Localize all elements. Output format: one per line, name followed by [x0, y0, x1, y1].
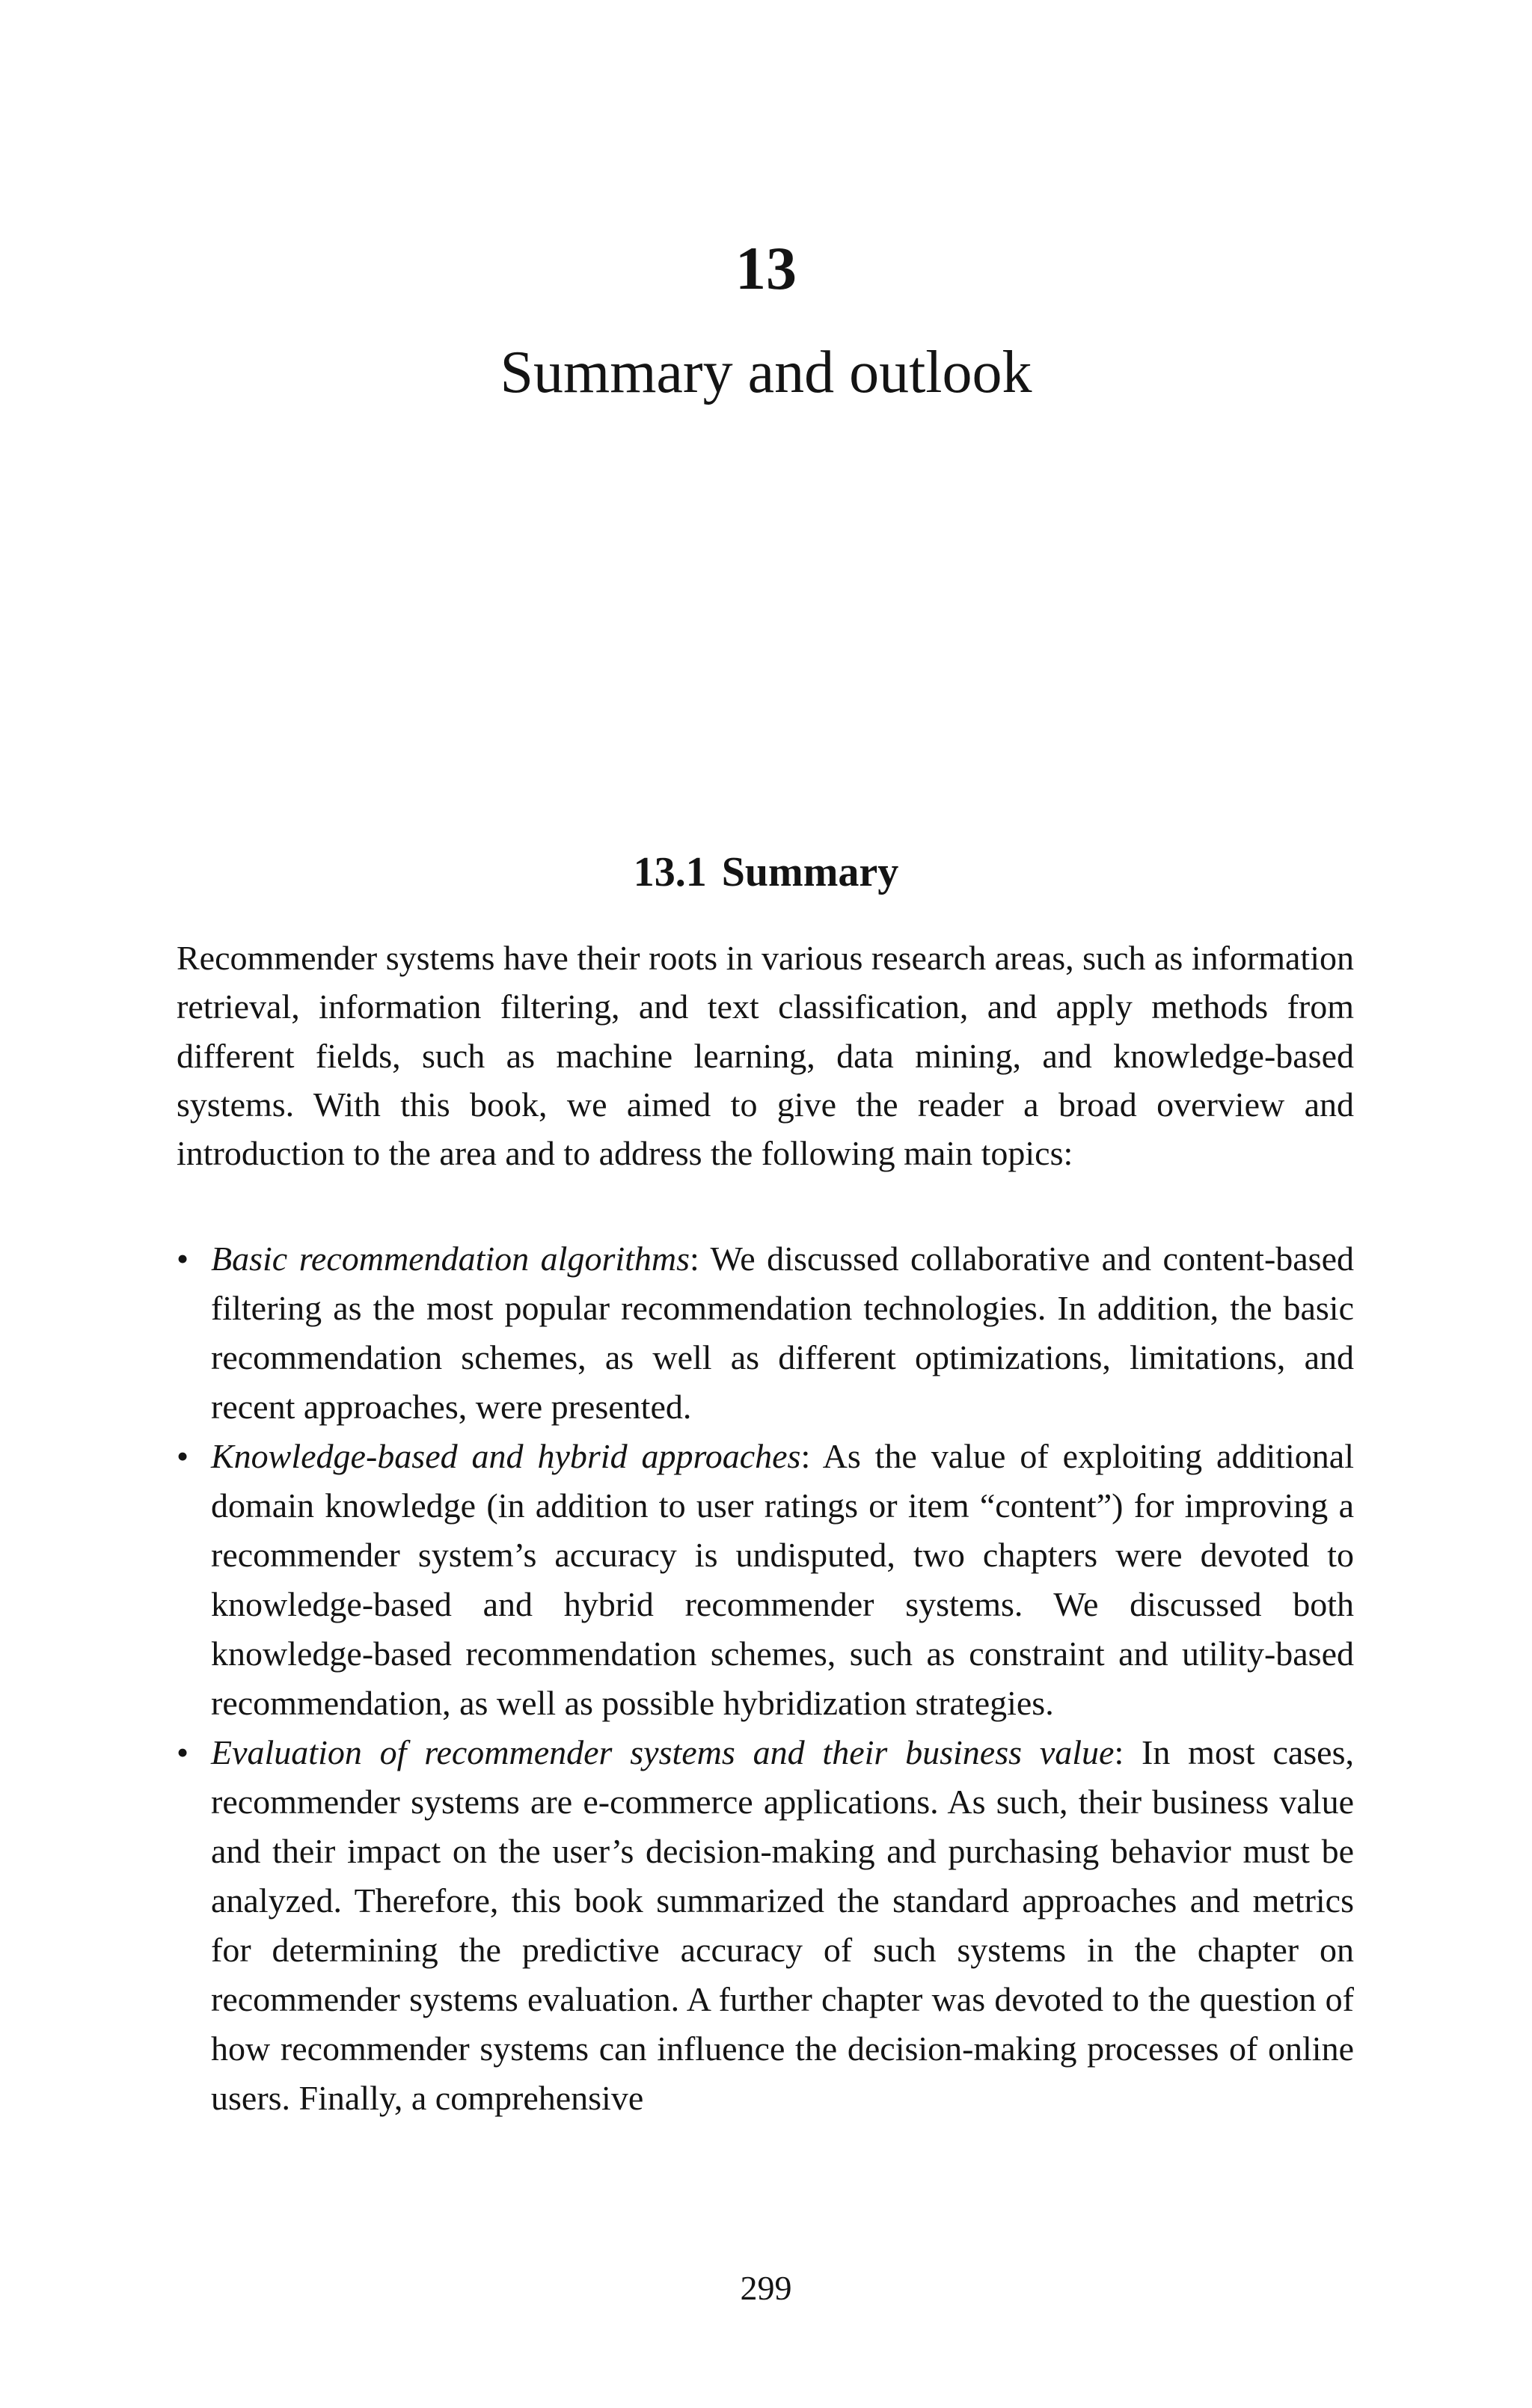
bullet-icon: • — [177, 1240, 189, 1278]
bullet-term: Knowledge-based and hybrid approaches — [211, 1437, 801, 1475]
intro-paragraph: Recommender systems have their roots in various research areas, such as information retrieval, information filtering, and text classification, and apply methods from different fields, such as machine learning, data mining, and knowledge-based systems. With this book, we aimed to give the reader a broad overview and introduction to the area and to address the following main topics: — [177, 939, 1354, 1173]
bullet-text: : We discussed collaborative and content-based filtering as the most popular recommendation technologies. In addition, the basic recommendation schemes, as well as different optimizations, limitations, and recent approaches, were presented. — [211, 1240, 1355, 1426]
bullet-text: : As the value of exploiting additional domain knowledge (in addition to user ratings or item “content”) for improving a recommender system’s accuracy is undisputed, two chapters were devoted to knowledge-based and hybrid recommender systems. We discussed both knowledge-based recommendation schemes, such as constraint and utility-based recommendation, as well as possible hybridization strategies. — [211, 1437, 1354, 1722]
bullet-term: Basic recommendation algorithms — [211, 1240, 690, 1278]
section-heading: 13.1 Summary — [633, 849, 899, 895]
list-item — [177, 1234, 1354, 1432]
bullet-icon: • — [177, 1437, 189, 1475]
bullet-text: : In most cases, recommender systems are e-commerce applications. As such, their business value and their impact on the user’s decision-making and purchasing behavior must be analyzed. Therefore, this book summarized the standard approaches and metrics for determining the predictive accuracy of such systems in the chapter on recommender systems evaluation. A further chapter was devoted to the question of how recommender systems can influence the decision-making processes of online users. Finally, a comprehensive — [211, 1733, 1354, 2117]
page-number: 299 — [740, 2269, 792, 2307]
bullet-icon: • — [177, 1733, 189, 1771]
list-item — [177, 1432, 1354, 1728]
chapter-title: Summary and outlook — [500, 340, 1032, 405]
list-item — [177, 1728, 1354, 2123]
chapter-number: 13 — [735, 234, 797, 302]
topic-list — [177, 1234, 1354, 2123]
bullet-term: Evaluation of recommender systems and their business value — [211, 1733, 1115, 1771]
